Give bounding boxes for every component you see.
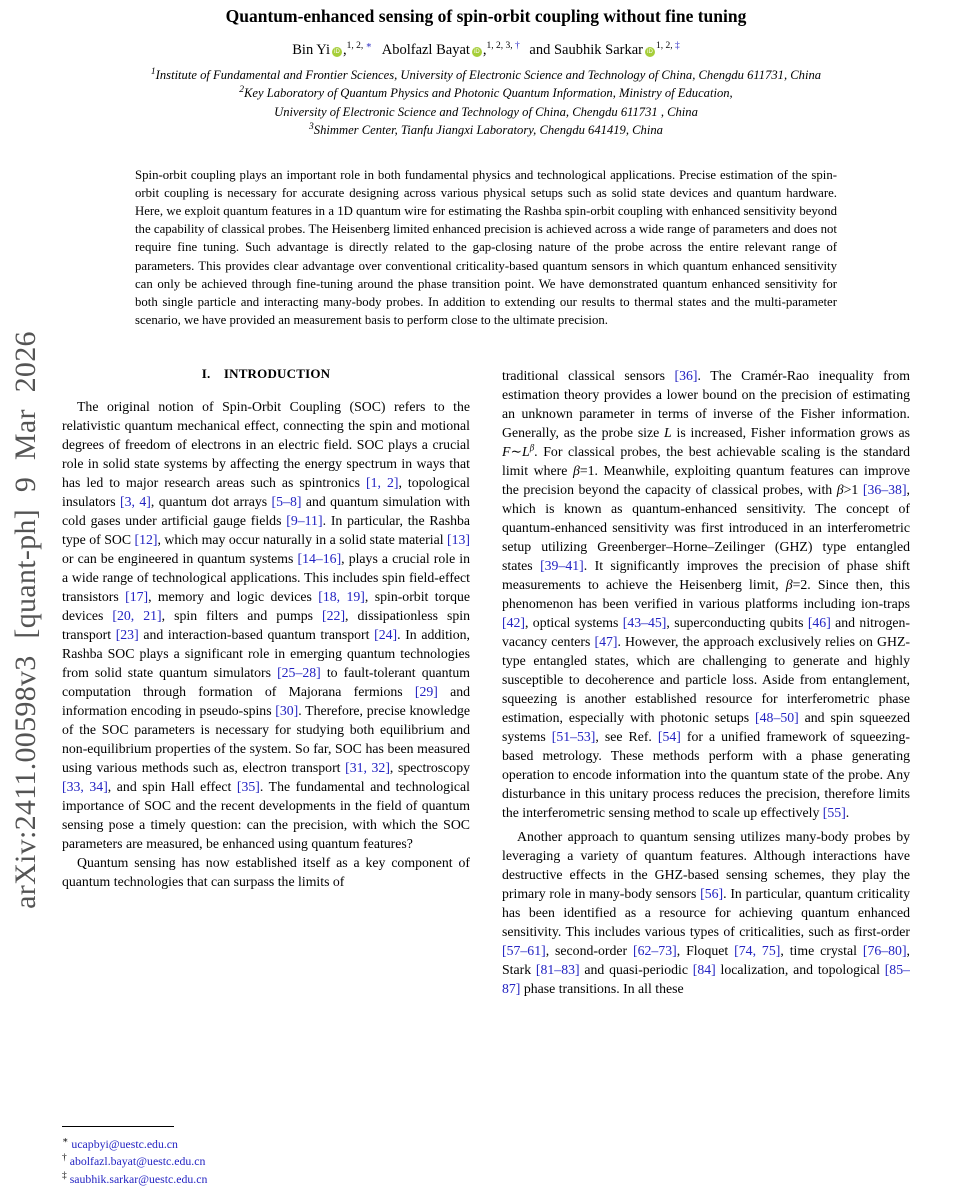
text-segment: >1 bbox=[843, 482, 863, 498]
author-1 bbox=[292, 42, 372, 58]
text-segment: , topological insulators bbox=[62, 475, 470, 510]
text-segment: . However, the approach exclusively relies on GHZ-type entangled states, which are challenging to generate and highly susceptible to decoherence and particle loss. Aside from entanglement, squeezing is another established resource for interferometric phase estimation, especially with photonic setups bbox=[502, 634, 910, 726]
text-segment: and interaction-based quantum transport bbox=[138, 627, 375, 643]
text-segment: and information encoding in pseudo-spins bbox=[62, 684, 470, 719]
orcid-icon[interactable]: iD bbox=[472, 47, 482, 57]
citation-link[interactable]: [18, 19] bbox=[318, 589, 365, 605]
footnote-line bbox=[62, 1171, 392, 1188]
citation-link[interactable]: [81–83] bbox=[535, 962, 580, 978]
citation-link[interactable]: [42] bbox=[502, 615, 525, 631]
text-segment: , Stark bbox=[502, 943, 910, 978]
orcid-icon[interactable]: iD bbox=[332, 47, 342, 57]
footnote-mark: ‡ bbox=[62, 1170, 67, 1181]
citation-link[interactable]: [57–61] bbox=[502, 943, 546, 959]
citation-link[interactable]: [36] bbox=[674, 368, 698, 384]
paragraph bbox=[502, 827, 910, 998]
text-segment: The original notion of Spin-Orbit Coupling (SOC) refers to the relativistic quantum mechanical effect, connecting the spin and motional degrees of freedom of electrons in an electric field. SOC plays a crucial role in solid state systems by affecting the energy spectrum in ways that has led to major research areas such as spintronics bbox=[62, 399, 470, 491]
text-segment: and quantum simulation with cold gases under artificial gauge fields bbox=[62, 494, 470, 529]
citation-link[interactable]: [85–87] bbox=[502, 962, 910, 997]
text-segment: =2. Since then, this phenomenon has been verified in various platforms including ion-traps bbox=[502, 577, 910, 612]
footnote-mark: † bbox=[62, 1153, 67, 1164]
text-segment: to fault-tolerant quantum computation through formation of Majorana fermions bbox=[62, 665, 470, 700]
citation-link[interactable]: [84] bbox=[692, 962, 716, 978]
text-segment: , optical systems bbox=[525, 615, 623, 631]
citation-link[interactable]: [14–16] bbox=[297, 551, 342, 567]
email-link[interactable]: ucapbyi@uestc.edu.cn bbox=[71, 1137, 178, 1151]
affiliation-text: University of Electronic Science and Technology of China, Chengdu 611731 , China bbox=[274, 104, 698, 119]
text-segment: F bbox=[502, 444, 511, 460]
author-2 bbox=[382, 42, 520, 58]
text-segment: , and spin Hall effect bbox=[107, 779, 237, 795]
footnote-line bbox=[62, 1153, 392, 1170]
text-segment: . It significantly improves the precision of phase shift measurements to achieve the Heisenberg limit, bbox=[502, 558, 910, 593]
text-segment: ∼ bbox=[510, 444, 522, 460]
text-segment: =1. Meanwhile, exploiting quantum features can improve the precision beyond the capacity of classical probes, with bbox=[502, 463, 910, 498]
citation-link[interactable]: [29] bbox=[414, 684, 438, 700]
footnote-rule bbox=[62, 1126, 174, 1127]
citation-link[interactable]: [35] bbox=[236, 779, 260, 795]
text-segment: and nitrogen-vacancy centers bbox=[502, 615, 910, 650]
affiliation-sup: 2 bbox=[239, 85, 245, 96]
text-segment: , spin filters and pumps bbox=[161, 608, 323, 624]
affiliation-text: Key Laboratory of Quantum Physics and Photonic Quantum Information, Ministry of Education, bbox=[244, 86, 733, 101]
footnote-mark: ∗ bbox=[62, 1136, 69, 1147]
text-segment: β bbox=[785, 577, 793, 593]
text-segment: , superconducting qubits bbox=[666, 615, 808, 631]
text-segment: β bbox=[836, 482, 844, 498]
citation-link[interactable]: [55] bbox=[822, 805, 846, 821]
text-segment: , memory and logic devices bbox=[148, 589, 319, 605]
abstract: Spin-orbit coupling plays an important role in both fundamental physics and technological applications. Precise estimation of the spin-orbit coupling is necessary for accurate designing across various physical setups such as solid state devices and quantum hardware. Here, we exploit quantum features in a 1D quantum wire for estimating the Rashba spin-orbit coupling with enhanced sensitivity beyond the capability of classical probes. The Heisenberg limited enhanced precision is achieved across a wide range of parameters and does not require fine tuning. Such advantage is directly related to the gap-closing nature of the probe across the entire relevant range of parameters. This provides clear advantage over conventional criticality-based quantum sensors in which quantum enhanced sensitivity can only be achieved through fine-tuning around the phase transition point. We have demonstrated quantum enhanced sensitivity for both single particle and interacting many-body probes. In addition to extending our results to thermal states and the multi-parameter scenario, we have provided an measurement basis to perform close to the ultimate precision. bbox=[135, 167, 837, 328]
citation-link[interactable]: [39–41] bbox=[540, 558, 584, 574]
text-segment: . The Cramér-Rao inequality from estimation theory provides a lower bound on the precision of estimating an unknown parameter in terms of inverse of the Fisher information. Generally, as the probe size bbox=[502, 368, 910, 441]
left-column bbox=[62, 359, 470, 1091]
author-1-sep: , bbox=[343, 42, 347, 58]
citation-link[interactable]: [3, 4] bbox=[120, 494, 151, 510]
citation-link[interactable]: [17] bbox=[125, 589, 149, 605]
text-segment: , quantum dot arrays bbox=[150, 494, 272, 510]
affiliation-sup: 1 bbox=[150, 66, 156, 77]
orcid-icon[interactable]: iD bbox=[645, 47, 655, 57]
citation-link[interactable]: [24] bbox=[374, 627, 398, 643]
text-segment: . In particular, the Rashba type of SOC bbox=[62, 513, 470, 548]
affiliations bbox=[0, 66, 972, 140]
email-link[interactable]: saubhik.sarkar@uestc.edu.cn bbox=[69, 1171, 208, 1186]
text-segment: or can be engineered in quantum systems bbox=[62, 551, 298, 567]
text-segment: . For classical probes, the best achievable scaling is the standard limit where bbox=[502, 444, 910, 479]
text-segment: for a unified framework of squeezing-based metrology. These methods perform with a phase generating operation to encode information into the quantum state of the probe. Any disturbance in this unitary process reduces the precision, therefore limits the interferometric sensing method to scale up effectively bbox=[502, 729, 910, 821]
text-segment: . bbox=[845, 805, 850, 821]
text-segment: , plays a crucial role in a wide range of technological applications. This includes spin field-effect transistors bbox=[62, 551, 470, 605]
citation-link[interactable]: [47] bbox=[594, 634, 618, 650]
citation-link[interactable]: [12] bbox=[134, 532, 158, 548]
text-segment: , spin-orbit torque devices bbox=[62, 589, 470, 624]
affiliation-line bbox=[0, 84, 972, 102]
citation-link[interactable]: [22] bbox=[322, 608, 346, 624]
paragraph bbox=[502, 366, 910, 822]
author-line bbox=[0, 41, 972, 59]
citation-link[interactable]: [30] bbox=[275, 703, 299, 719]
affiliation-text: Institute of Fundamental and Frontier Sciences, University of Electronic Science and Technology of China, Chengdu 611731, China bbox=[155, 68, 822, 82]
right-column bbox=[502, 359, 910, 1164]
text-segment: L bbox=[522, 444, 530, 460]
text-segment: , which may occur naturally in a solid state material bbox=[157, 532, 448, 548]
citation-link[interactable]: [9–11] bbox=[286, 513, 323, 529]
text-segment: . Therefore, precise knowledge of the SOC parameters is necessary for studying both equilibrium and non-equilibrium properties of the system. So far, SOC has been measured using various methods such as, electron transport bbox=[62, 703, 470, 776]
text-segment: and spin squeezed systems bbox=[502, 710, 910, 745]
footnote-line bbox=[62, 1136, 392, 1153]
affiliation-sup: 3 bbox=[309, 122, 314, 133]
citation-link[interactable]: [56] bbox=[700, 886, 724, 902]
citation-link[interactable]: [5–8] bbox=[271, 494, 302, 510]
author-1-name: Bin Yi bbox=[292, 42, 331, 58]
text-segment: Another approach to quantum sensing utilizes many-body probes by leveraging a variety of quantum features. Although interactions have destructive effects in the GHZ-based sensing schemes, they play the primary role in many-body sensors bbox=[502, 829, 910, 902]
text-segment: . The fundamental and technological importance of SOC and the recent developments in the field of quantum sensing pose a timely question: can the precision, with which the SOC parameters are measured, be enhanced using quantum features? bbox=[62, 779, 470, 852]
author-3 bbox=[529, 42, 679, 58]
citation-link[interactable]: [51–53] bbox=[551, 729, 596, 745]
citation-link[interactable]: [48–50] bbox=[755, 710, 799, 726]
citation-link[interactable]: [43–45] bbox=[622, 615, 667, 631]
citation-link[interactable]: [33, 34] bbox=[62, 779, 108, 795]
section-heading-introduction: I. INTRODUCTION bbox=[201, 366, 331, 382]
paragraph bbox=[62, 853, 470, 891]
citation-link[interactable]: [62–73] bbox=[633, 943, 677, 959]
author-1-footnote-mark[interactable]: ∗ bbox=[365, 41, 373, 52]
text-segment: L bbox=[664, 425, 672, 441]
affiliation-line bbox=[0, 66, 972, 84]
citation-link[interactable]: [1, 2] bbox=[365, 475, 399, 491]
two-column-body bbox=[62, 359, 910, 1164]
text-segment: traditional classical sensors bbox=[502, 368, 675, 384]
author-1-affil-sup: 1, 2, bbox=[346, 41, 366, 52]
email-link[interactable]: abolfazl.bayat@uestc.edu.cn bbox=[69, 1154, 206, 1169]
text-segment: localization, and topological bbox=[715, 962, 885, 978]
citation-link[interactable]: [13] bbox=[447, 532, 470, 548]
author-3-footnote-mark[interactable]: ‡ bbox=[674, 41, 680, 52]
text-segment: β bbox=[529, 442, 535, 453]
citation-link[interactable]: [31, 32] bbox=[345, 760, 390, 776]
text-segment: phase transitions. In all these bbox=[520, 981, 684, 997]
citation-link[interactable]: [20, 21] bbox=[112, 608, 162, 624]
author-2-name: Abolfazl Bayat bbox=[381, 42, 470, 58]
text-segment: is increased, Fisher information grows as bbox=[671, 425, 910, 441]
text-segment: . In particular, quantum criticality has been identified as a resource for achieving quantum enhanced sensitivity. This includes various types of criticalities, such as first-order bbox=[502, 886, 910, 940]
text-segment: Quantum sensing has now established itself as a key component of quantum technologies that can surpass the limits of bbox=[62, 855, 470, 890]
text-segment: , which is known as quantum-enhanced sensitivity. The concept of quantum-enhanced sensitivity was first introduced in an interferometric setup utilizing Greenberger–Horne–Zeilinger (GHZ) type entangled states bbox=[502, 482, 910, 574]
citation-link[interactable]: [76–80] bbox=[862, 943, 907, 959]
citation-link[interactable]: [46] bbox=[807, 615, 831, 631]
affiliation-text: Shimmer Center, Tianfu Jiangxi Laboratory, Chengdu 641419, China bbox=[313, 123, 663, 138]
text-segment: β bbox=[572, 463, 580, 479]
text-segment: , second-order bbox=[545, 943, 634, 959]
text-segment: , see Ref. bbox=[595, 729, 658, 745]
author-3-name: and Saubhik Sarkar bbox=[529, 42, 643, 58]
paragraph bbox=[62, 397, 470, 853]
citation-link[interactable]: [74, 75] bbox=[734, 943, 781, 959]
text-segment: , dissipationless spin transport bbox=[62, 608, 470, 643]
citation-link[interactable]: [23] bbox=[115, 627, 139, 643]
footnotes bbox=[62, 1126, 392, 1188]
citation-link[interactable]: [54] bbox=[657, 729, 681, 745]
author-3-affil-sup: 1, 2, bbox=[655, 41, 675, 52]
author-2-affil-sup: 1, 2, 3, bbox=[486, 41, 516, 52]
affiliation-line bbox=[0, 103, 972, 121]
author-2-footnote-mark[interactable]: † bbox=[515, 41, 520, 52]
text-segment: , Floquet bbox=[676, 943, 735, 959]
text-segment: , time crystal bbox=[780, 943, 863, 959]
author-2-sep: , bbox=[482, 42, 487, 58]
affiliation-line bbox=[0, 121, 972, 139]
text-segment: , spectroscopy bbox=[389, 760, 470, 776]
paper-title: Quantum-enhanced sensing of spin-orbit coupling without fine tuning bbox=[225, 6, 747, 26]
citation-link[interactable]: [36–38] bbox=[862, 482, 907, 498]
arxiv-watermark: arXiv:2411.00598v3 [quant-ph] 9 Mar 2026 bbox=[9, 331, 42, 909]
text-segment: and quasi-periodic bbox=[579, 962, 693, 978]
text-segment: . In addition, Rashba SOC plays a significant role in emerging quantum technologies from solid state quantum simulators bbox=[62, 627, 470, 681]
citation-link[interactable]: [25–28] bbox=[277, 665, 321, 681]
